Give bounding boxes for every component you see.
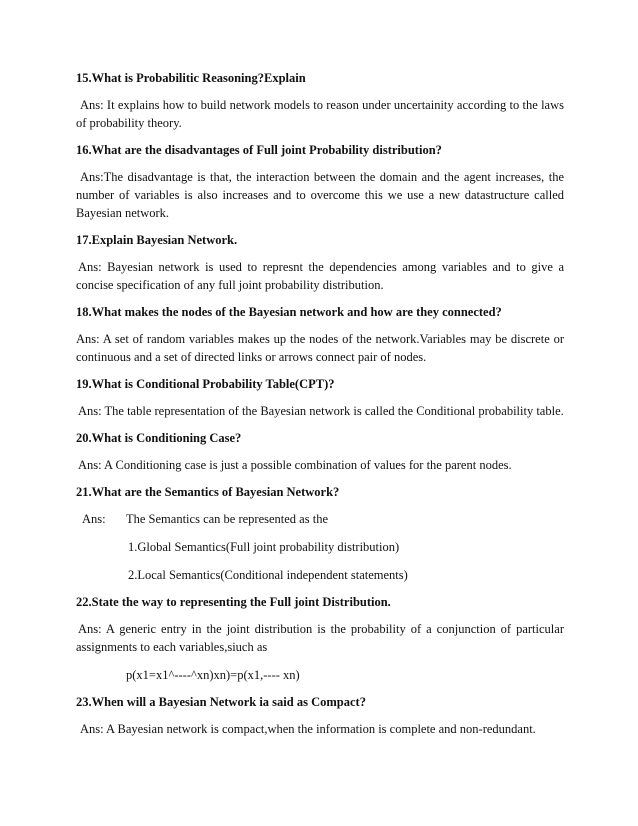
answer-21-label: Ans: <box>82 512 106 526</box>
answer-21-text: The Semantics can be represented as the <box>126 512 328 526</box>
question-22: 22.State the way to representing the Full joint Distribution. <box>76 595 391 609</box>
answer-17: Ans: Bayesian network is used to represnt the dependencies among variables and to give a concise specification of any full joint probability distribution. <box>76 260 564 292</box>
question-17: 17.Explain Bayesian Network. <box>76 233 238 247</box>
answer-18: Ans: A set of random variables makes up the nodes of the network.Variables may be discrete or continuous and a set of directed links or arrows connect pair of nodes. <box>76 332 564 364</box>
question-18: 18.What makes the nodes of the Bayesian network and how are they connected? <box>76 305 502 319</box>
semantics-item-local: 2.Local Semantics(Conditional independent statements) <box>128 568 408 582</box>
question-19: 19.What is Conditional Probability Table(CPT)? <box>76 377 335 391</box>
joint-distribution-formula: p(x1=x1^----^xn)xn)=p(x1,---- xn) <box>126 668 300 682</box>
answer-23: Ans: A Bayesian network is compact,when the information is complete and non-redundant. <box>80 722 536 736</box>
answer-15: Ans: It explains how to build network models to reason under uncertainity according to the laws of probability theory. <box>76 98 564 130</box>
question-23: 23.When will a Bayesian Network ia said as Compact? <box>76 695 366 709</box>
question-20: 20.What is Conditioning Case? <box>76 431 242 445</box>
question-21: 21.What are the Semantics of Bayesian Network? <box>76 485 340 499</box>
answer-16: Ans:The disadvantage is that, the interaction between the domain and the agent increases, the number of variables is also increases and to overcome this we use a new datastructure called Bayesian network. <box>76 170 564 220</box>
question-15: 15.What is Probabilitic Reasoning?Explain <box>76 71 306 85</box>
answer-22: Ans: A generic entry in the joint distribution is the probability of a conjunction of particular assignments to each variables,siuch as <box>76 622 564 654</box>
answer-21 <box>76 510 564 528</box>
semantics-item-global: 1.Global Semantics(Full joint probability distribution) <box>128 540 400 554</box>
answer-20: Ans: A Conditioning case is just a possible combination of values for the parent nodes. <box>78 458 512 472</box>
question-16: 16.What are the disadvantages of Full joint Probability distribution? <box>76 143 442 157</box>
document-page <box>76 70 564 748</box>
answer-19: Ans: The table representation of the Bayesian network is called the Conditional probability table. <box>78 404 564 418</box>
